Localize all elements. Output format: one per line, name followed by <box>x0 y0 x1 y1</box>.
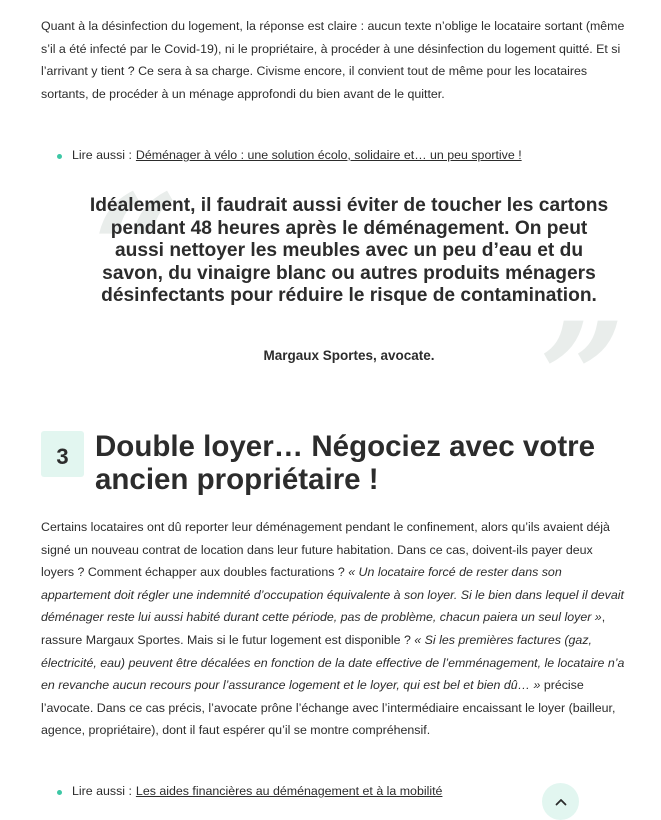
paragraph-text: Certains locataires ont dû reporter leur déménagement pendant le confinement, alors qu’ils avaient déjà signé un nouveau contrat de location dans leur future habitation. Dans ce cas, doivent-ils payer deux loyers ? Comment échapper aux doubles facturations ? <box>41 520 610 580</box>
paragraph-disinfection: Quant à la désinfection du logement, la réponse est claire : aucun texte n’oblige le locataire sortant (même s’il a été infecté par le Covid-19), ni le propriétaire, à procéder à une désinfection du logement quitté. Et si l’arrivant y tient ? Ce sera à sa charge. Civisme encore, il convient tout de même pour les locataires sortants, de procéder à un ménage approfondi du bien avant de le quitter. <box>41 19 625 101</box>
read-also-link-aides[interactable]: Les aides financières au déménagement et à la mobilité <box>135 784 443 798</box>
quote-author: Margaux Sportes, avocate. <box>263 348 435 363</box>
section-number-badge: 3 <box>41 431 84 477</box>
open-quote-icon: “ <box>93 162 180 338</box>
read-also-label: Lire aussi : <box>72 148 132 162</box>
paragraph-double-rent <box>41 516 629 742</box>
scroll-to-top-button[interactable] <box>542 783 579 820</box>
quote-inline: « Si les premières factures (gaz, électricité, eau) peuvent être décalées en fonction de la date effective de l’emménagement, le locataire n’a en revanche aucun recours pour l’assurance logement et le loyer, qui est bel et bien dû… » <box>41 632 625 693</box>
section-3-heading <box>41 430 626 500</box>
chevron-up-icon <box>555 798 567 806</box>
quote-text: Idéalement, il faudrait aussi éviter de toucher les cartons pendant 48 heures après le déménagement. On peut aussi nettoyer les meubles avec un peu d’eau et du savon, du vinaigre blanc ou autres produits ménagers désinfectants pour réduire le risque de contamination. <box>89 195 609 306</box>
paragraph-text: précise l’avocate. Dans ce cas précis, l’avocate prône l’échange avec l’intermédiaire encaissant le loyer (bailleur, agence, propriétaire), dont il faut espérer qu’il se montre compréhensif. <box>41 678 616 738</box>
section-title: Double loyer… Négociez avec votre ancien propriétaire ! <box>95 430 596 496</box>
bullet-icon <box>57 790 62 795</box>
read-also-link-velo[interactable]: Déménager à vélo : une solution écolo, solidaire et… un peu sportive ! <box>135 148 522 162</box>
paragraph-text: , rassure Margaux Sportes. Mais si le futur logement est disponible ? <box>41 610 606 647</box>
read-also-label: Lire aussi : <box>72 784 132 798</box>
quote-inline: « Un locataire forcé de rester dans son appartement doit régler une indemnité d’occupation équivalente à son loyer. Si le bien dans lequel il devait déménager reste lui aussi habité durant cette période, pas de problème, chacun paiera un seul loyer » <box>41 565 624 625</box>
read-also-2 <box>57 782 442 800</box>
close-quote-icon: ” <box>539 290 626 466</box>
bullet-icon <box>57 154 62 159</box>
